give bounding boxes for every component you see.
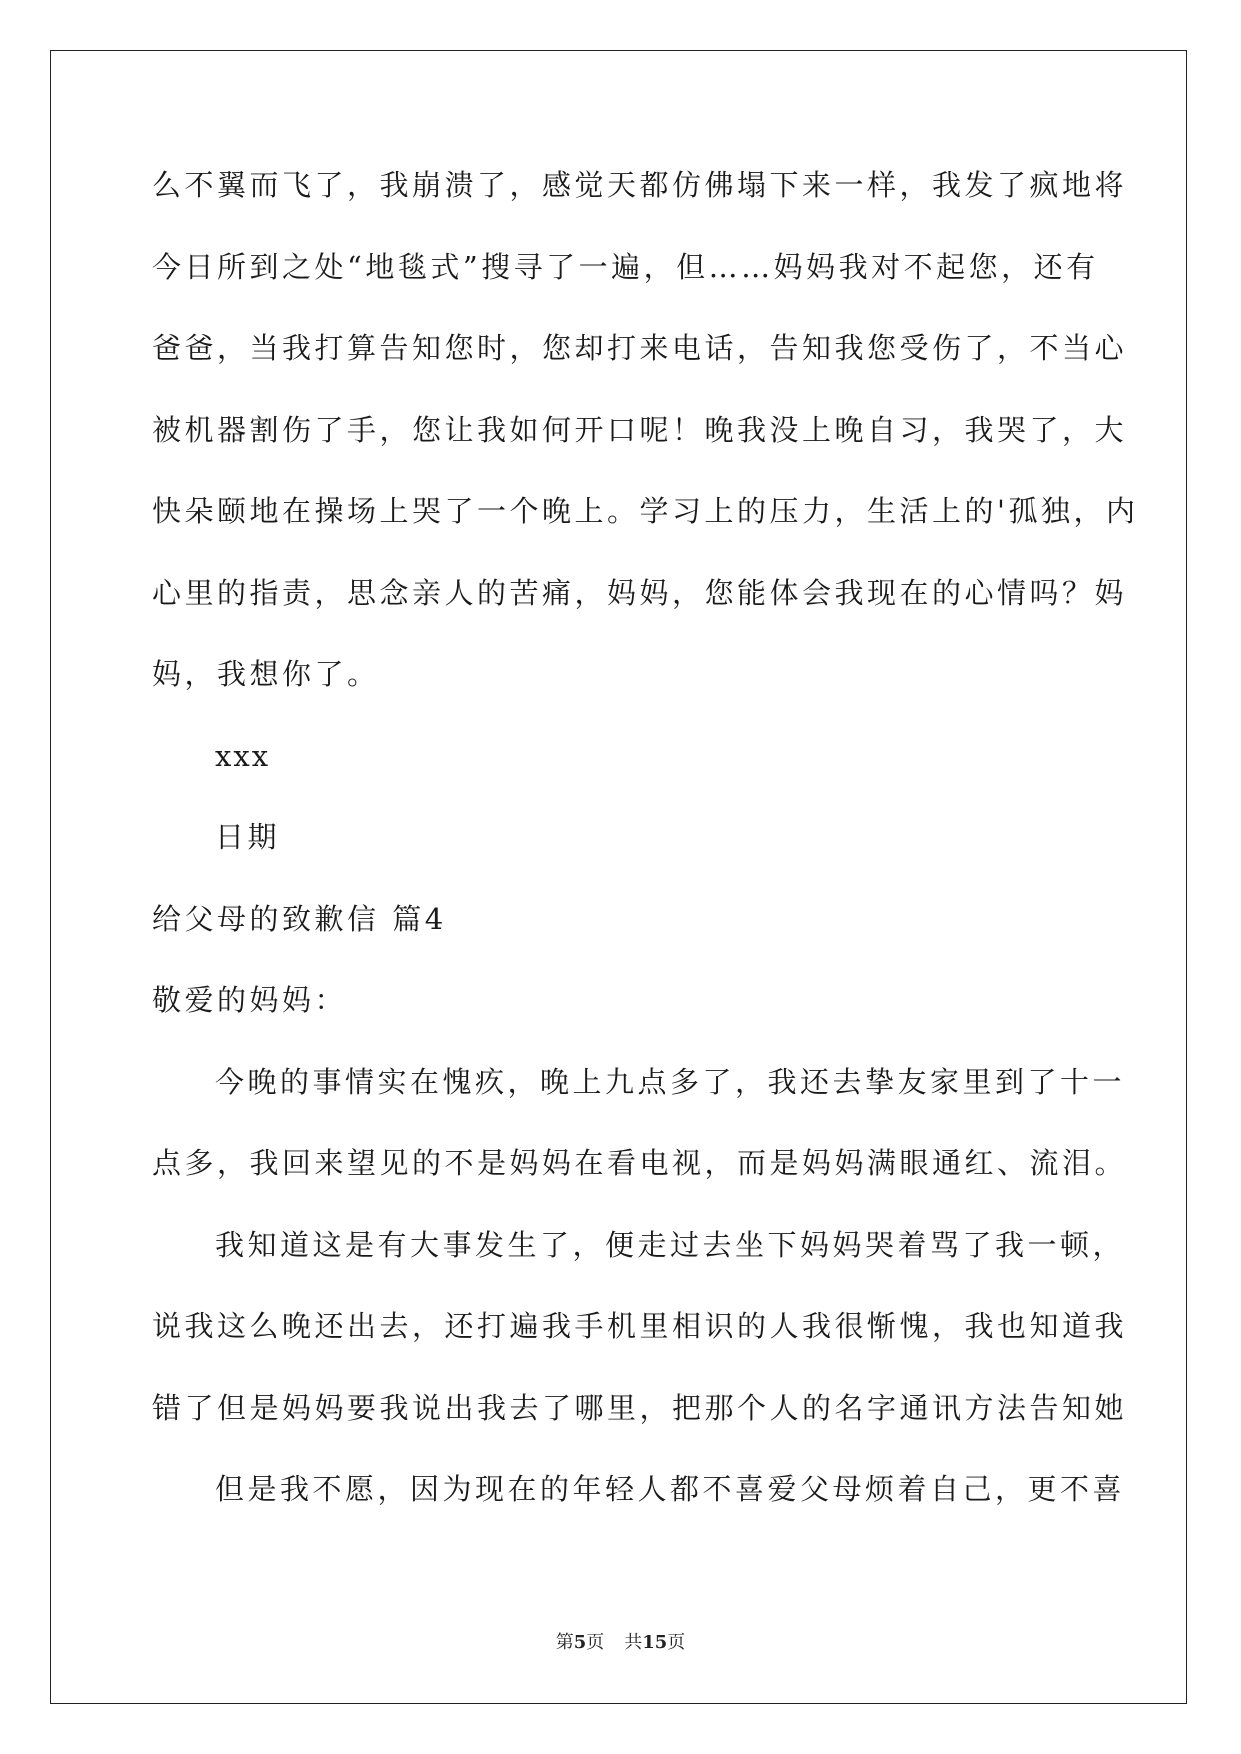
- salutation: 敬爱的妈妈：: [152, 983, 348, 1017]
- text-line: 妈，我想你了。: [152, 657, 380, 691]
- text-line: 我知道这是有大事发生了，便走过去坐下妈妈哭着骂了我一顿，: [215, 1227, 1126, 1262]
- page-footer: [0, 1628, 1241, 1654]
- document-body: [152, 160, 1139, 1546]
- text-line: 说我这么晚还出去，还打遍我手机里相识的人我很惭愧，我也知道我: [152, 1309, 1128, 1343]
- text-line: 被机器割伤了手，您让我如何开口呢！晚我没上晚自习，我哭了，大: [152, 412, 1128, 447]
- text-line: 快朵颐地在操场上哭了一个晚上。学习上的压力，生活上的'孤独，内: [152, 494, 1139, 528]
- text-line: 今日所到之处“地毯式”搜寻了一遍，但……妈妈我对不起您，还有: [152, 249, 1099, 284]
- text-line: 错了但是妈妈要我说出我去了哪里，把那个人的名字通讯方法告知她: [152, 1390, 1128, 1425]
- text-line: 么不翼而飞了，我崩溃了，感觉天都仿佛塌下来一样，我发了疯地将: [152, 168, 1128, 202]
- footer-page-number: 5: [573, 1632, 587, 1653]
- signature-line: xxx: [215, 738, 271, 773]
- footer-prefix: 第: [555, 1632, 574, 1653]
- text-line: 点多，我回来望见的不是妈妈在看电视，而是妈妈满眼通红、流泪。: [152, 1146, 1128, 1180]
- text-line: 但是我不愿，因为现在的年轻人都不喜爱父母烦着自己，更不喜: [215, 1472, 1126, 1506]
- footer-total-pages: 15: [642, 1632, 668, 1653]
- text-line: 爸爸，当我打算告知您时，您却打来电话，告知我您受伤了，不当心: [152, 331, 1128, 365]
- section-heading: 给父母的致歉信 篇4: [152, 901, 447, 936]
- footer-page-suffix: 页: [586, 1632, 605, 1653]
- date-line: 日期: [215, 820, 281, 854]
- footer-total-suffix: 页: [667, 1632, 686, 1653]
- footer-total-prefix: 共: [624, 1632, 643, 1653]
- text-line: 心里的指责，思念亲人的苦痛，妈妈，您能体会我现在的心情吗？妈: [152, 575, 1128, 610]
- text-line: 今晚的事情实在愧疚，晚上九点多了，我还去挚友家里到了十一: [215, 1064, 1126, 1099]
